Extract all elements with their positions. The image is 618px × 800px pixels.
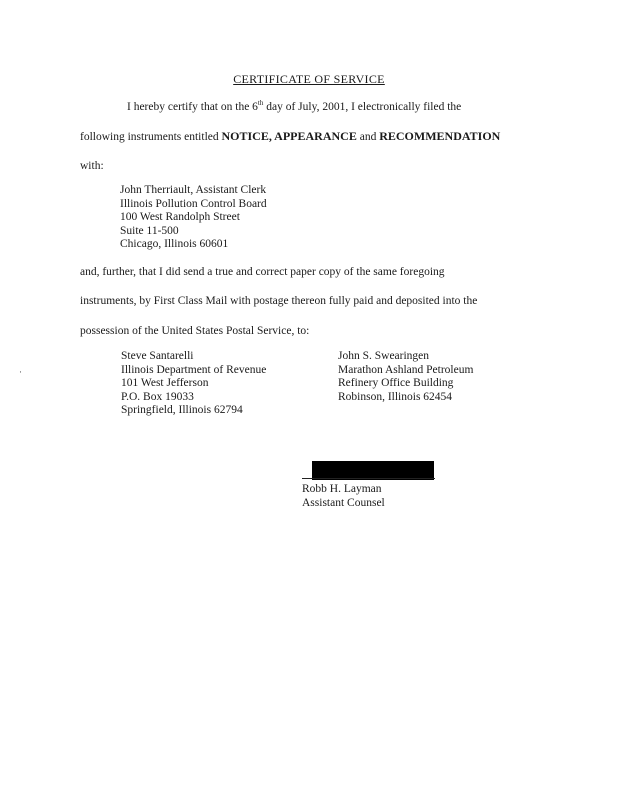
instruments-and: and <box>356 131 380 143</box>
address-line: John S. Swearingen <box>338 350 430 362</box>
instrument-recommendation: RECOMMENDATION <box>379 129 501 143</box>
recipient-right-address <box>338 350 473 404</box>
recipient-left-address <box>121 350 266 418</box>
address-line: Marathon Ashland Petroleum <box>338 363 474 376</box>
address-line: Chicago, Illinois 60601 <box>120 238 229 251</box>
document-title: CERTIFICATE OF SERVICE <box>233 72 385 86</box>
address-line: Refinery Office Building <box>338 377 454 390</box>
with-line: with: <box>80 160 104 172</box>
address-line: P.O. Box 19033 <box>121 390 194 403</box>
signer-name: Robb H. Layman <box>302 483 382 495</box>
address-line: Steve Santarelli <box>121 350 194 362</box>
instrument-names: NOTICE, APPEARANCE <box>221 129 357 143</box>
instruments-text: following instruments entitled <box>80 131 222 143</box>
certify-text-post: day of July, 2001, I electronically filed the <box>263 100 462 113</box>
address-line: Springfield, Illinois 62794 <box>121 404 243 417</box>
certify-text-pre: I hereby certify that on the 6 <box>127 100 258 113</box>
signer-role: Assistant Counsel <box>302 497 385 509</box>
service-line-3: possession of the United States Postal Service, to: <box>80 325 310 337</box>
signature-block <box>302 482 385 510</box>
address-line: 101 West Jefferson <box>121 377 209 390</box>
address-line: Illinois Pollution Control Board <box>120 197 267 210</box>
filed-with-address <box>120 184 267 252</box>
address-line: Illinois Department of Revenue <box>121 363 267 376</box>
address-line: Robinson, Illinois 62454 <box>338 390 453 403</box>
address-line: John Therriault, Assistant Clerk <box>120 184 267 196</box>
address-line: 100 West Randolph Street <box>120 211 240 224</box>
stray-mark: · <box>19 367 22 377</box>
certify-line-2 <box>80 129 500 144</box>
certify-line-1 <box>127 99 461 113</box>
address-line: Suite 11-500 <box>120 224 179 237</box>
day-ordinal: th <box>257 99 264 107</box>
service-line-2: instruments, by First Class Mail with postage thereon fully paid and deposited into the <box>80 295 478 307</box>
service-line-1: and, further, that I did send a true and correct paper copy of the same foregoing <box>80 266 445 278</box>
signature-line <box>302 478 435 479</box>
